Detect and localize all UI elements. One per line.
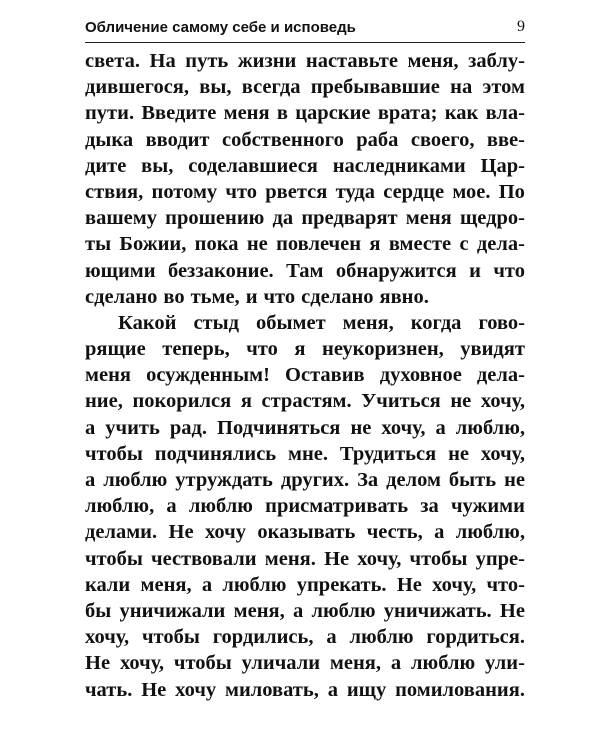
text-line: а учить рад. Подчиняться не хочу, а люблю, <box>85 416 525 439</box>
text-line: сделано во тьме, и что сделано явно. <box>85 285 429 308</box>
text-line: света. На путь жизни наставьте меня, заблу- <box>85 50 525 72</box>
text-line: Не хочу, чтобы уличали меня, а люблю ули- <box>85 652 525 675</box>
running-title: Обличение самому себе и исповедь <box>85 19 356 36</box>
text-line: люблю, а люблю присматривать за чужими <box>85 495 525 518</box>
text-line: чтобы чествовали меня. Не хочу, чтобы упре- <box>85 547 525 570</box>
text-line: ты Божии, пока не повлечен я вместе с дела- <box>85 233 525 256</box>
text-line: ние, покорился я страстям. Учиться не хочу, <box>85 390 525 413</box>
text-line: делами. Не хочу оказывать честь, а люблю, <box>85 521 525 544</box>
text-line: чать. Не хочу миловать, а ищу помилования. <box>85 678 525 701</box>
body-text <box>85 48 525 703</box>
paragraph <box>85 48 525 310</box>
text-line: вашему прошению да предварят меня щедро- <box>85 207 525 230</box>
text-line: кали меня, а люблю упрекать. Не хочу, что- <box>85 573 525 596</box>
text-line: пути. Введите меня в царские врата; как вла- <box>85 102 525 125</box>
text-line: ющими беззаконие. Там обнаружится и что <box>85 259 525 282</box>
text-line: меня осужденным! Оставив духовное дела- <box>85 364 525 387</box>
text-line: дите вы, соделавшиеся наследниками Цар- <box>85 154 525 177</box>
text-line: дившегося, вы, всегда пребывавшие на этом <box>85 76 525 99</box>
text-line: дыка вводит собственного раба своего, вве- <box>85 128 525 151</box>
text-line: рящие теперь, что я неукоризнен, увидят <box>85 338 525 361</box>
text-line: а люблю утруждать других. За делом быть не <box>85 469 525 491</box>
text-line: чтобы подчинялись мне. Трудиться не хочу, <box>85 442 525 465</box>
text-line: ствия, потому что рвется туда сердце мое. По <box>85 180 525 203</box>
text-line: хочу, чтобы гордились, а люблю гордиться. <box>85 626 525 649</box>
paragraph <box>85 310 525 703</box>
page-header <box>85 12 525 43</box>
text-line: бы уничижали меня, а люблю уничижать. Не <box>85 599 525 622</box>
text-line: Какой стыд обымет меня, когда гово- <box>118 311 525 334</box>
page-number: 9 <box>517 18 525 35</box>
